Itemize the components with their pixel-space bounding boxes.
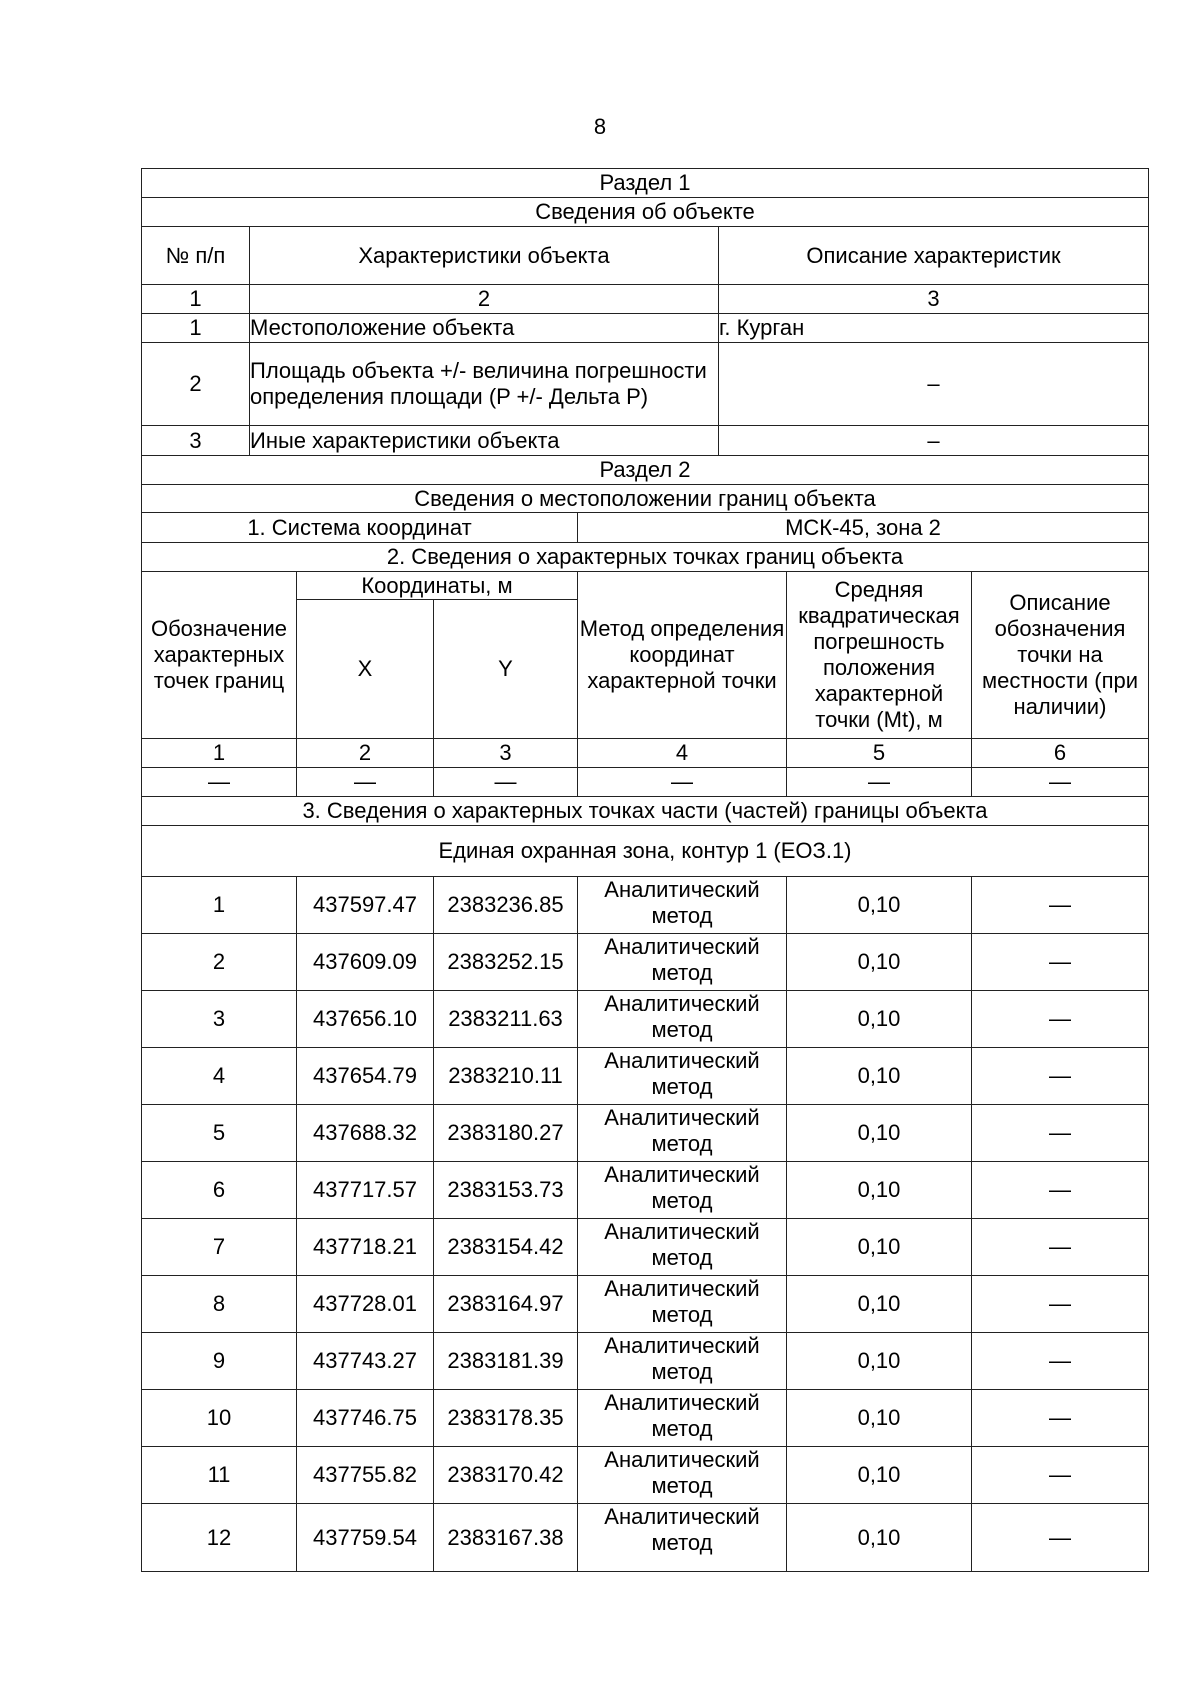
point-desc: — xyxy=(972,1105,1149,1162)
point-y: 2383170.42 xyxy=(434,1447,578,1504)
table-row xyxy=(142,934,1149,991)
point-desc: — xyxy=(972,1276,1149,1333)
header-desc: Описание обозначения точки на местности (при наличии) xyxy=(972,572,1149,739)
point-method: Аналитический метод xyxy=(578,1447,787,1504)
point-number: 1 xyxy=(142,877,297,934)
point-number: 4 xyxy=(142,1048,297,1105)
table-row xyxy=(142,1219,1149,1276)
contour-title: Единая охранная зона, контур 1 (ЕОЗ.1) xyxy=(142,826,1149,877)
point-x: 437759.54 xyxy=(297,1504,434,1572)
point-desc: — xyxy=(972,877,1149,934)
empty-cell: — xyxy=(297,768,434,797)
table-row xyxy=(142,877,1149,934)
point-mt: 0,10 xyxy=(787,934,972,991)
table-row xyxy=(142,1333,1149,1390)
point-number: 9 xyxy=(142,1333,297,1390)
table-row xyxy=(142,991,1149,1048)
point-desc: — xyxy=(972,1504,1149,1572)
point-method: Аналитический метод xyxy=(578,934,787,991)
header-description: Описание характеристик xyxy=(719,227,1149,285)
point-x: 437597.47 xyxy=(297,877,434,934)
point-number: 7 xyxy=(142,1219,297,1276)
point-y: 2383164.97 xyxy=(434,1276,578,1333)
col-number: 2 xyxy=(250,285,719,314)
point-x: 437718.21 xyxy=(297,1219,434,1276)
point-y: 2383252.15 xyxy=(434,934,578,991)
coord-system-value: МСК-45, зона 2 xyxy=(578,513,1149,543)
col-number: 4 xyxy=(578,739,787,768)
col-number: 3 xyxy=(719,285,1149,314)
point-mt: 0,10 xyxy=(787,1162,972,1219)
row-number: 1 xyxy=(142,314,250,343)
section2-title: Раздел 2 xyxy=(142,456,1149,485)
header-mt: Средняя квадратическая погрешность положения характерной точки (Mt), м xyxy=(787,572,972,739)
point-number: 10 xyxy=(142,1390,297,1447)
header-number: № п/п xyxy=(142,227,250,285)
point-mt: 0,10 xyxy=(787,1048,972,1105)
point-mt: 0,10 xyxy=(787,991,972,1048)
point-y: 2383154.42 xyxy=(434,1219,578,1276)
point-desc: — xyxy=(972,1390,1149,1447)
header-method: Метод определения координат характерной точки xyxy=(578,572,787,739)
point-number: 8 xyxy=(142,1276,297,1333)
point-method: Аналитический метод xyxy=(578,1162,787,1219)
point-method: Аналитический метод xyxy=(578,1105,787,1162)
point-mt: 0,10 xyxy=(787,1105,972,1162)
point-desc: — xyxy=(972,1447,1149,1504)
empty-cell: — xyxy=(142,768,297,797)
col-number: 1 xyxy=(142,285,250,314)
point-desc: — xyxy=(972,1333,1149,1390)
point-mt: 0,10 xyxy=(787,1447,972,1504)
point-y: 2383236.85 xyxy=(434,877,578,934)
point-x: 437609.09 xyxy=(297,934,434,991)
point-y: 2383181.39 xyxy=(434,1333,578,1390)
point-method: Аналитический метод xyxy=(578,1504,787,1572)
point-number: 5 xyxy=(142,1105,297,1162)
point-mt: 0,10 xyxy=(787,1390,972,1447)
header-point: Обозначение характерных точек границ xyxy=(142,572,297,739)
point-x: 437728.01 xyxy=(297,1276,434,1333)
empty-cell: — xyxy=(972,768,1149,797)
section1-table xyxy=(141,168,1149,456)
section1-subtitle: Сведения об объекте xyxy=(142,198,1149,227)
characteristic-value: г. Курган xyxy=(719,314,1149,343)
empty-cell: — xyxy=(578,768,787,797)
row-number: 3 xyxy=(142,426,250,456)
header-y: Y xyxy=(434,600,578,739)
page-number: 8 xyxy=(593,114,607,139)
section1-title: Раздел 1 xyxy=(142,169,1149,198)
point-y: 2383210.11 xyxy=(434,1048,578,1105)
point-y: 2383153.73 xyxy=(434,1162,578,1219)
col-number: 5 xyxy=(787,739,972,768)
point-x: 437656.10 xyxy=(297,991,434,1048)
table-row xyxy=(142,1105,1149,1162)
point-x: 437743.27 xyxy=(297,1333,434,1390)
table-row xyxy=(142,1048,1149,1105)
point-number: 6 xyxy=(142,1162,297,1219)
point-desc: — xyxy=(972,1219,1149,1276)
point-desc: — xyxy=(972,1162,1149,1219)
characteristic-name: Площадь объекта +/- величина погрешности определения площади (P +/- Дельта P) xyxy=(250,343,719,426)
point-number: 11 xyxy=(142,1447,297,1504)
section2-table xyxy=(141,455,1149,1572)
col-number: 6 xyxy=(972,739,1149,768)
point-method: Аналитический метод xyxy=(578,1219,787,1276)
col-number: 3 xyxy=(434,739,578,768)
point-method: Аналитический метод xyxy=(578,1390,787,1447)
point-mt: 0,10 xyxy=(787,1276,972,1333)
col-number: 2 xyxy=(297,739,434,768)
point-x: 437717.57 xyxy=(297,1162,434,1219)
point-x: 437755.82 xyxy=(297,1447,434,1504)
point-x: 437688.32 xyxy=(297,1105,434,1162)
point-desc: — xyxy=(972,1048,1149,1105)
point-method: Аналитический метод xyxy=(578,877,787,934)
point-method: Аналитический метод xyxy=(578,1333,787,1390)
header-x: X xyxy=(297,600,434,739)
table-row xyxy=(142,1504,1149,1572)
point-mt: 0,10 xyxy=(787,877,972,934)
point-number: 2 xyxy=(142,934,297,991)
point-y: 2383180.27 xyxy=(434,1105,578,1162)
point-y: 2383211.63 xyxy=(434,991,578,1048)
characteristic-value: – xyxy=(719,343,1149,426)
empty-cell: — xyxy=(787,768,972,797)
empty-cell: — xyxy=(434,768,578,797)
point-number: 12 xyxy=(142,1504,297,1572)
section2-subtitle: Сведения о местоположении границ объекта xyxy=(142,485,1149,513)
table-row xyxy=(142,1390,1149,1447)
coord-system-label: 1. Система координат xyxy=(142,513,578,543)
points-title: 2. Сведения о характерных точках границ объекта xyxy=(142,543,1149,572)
table-row xyxy=(142,1162,1149,1219)
header-characteristics: Характеристики объекта xyxy=(250,227,719,285)
col-number: 1 xyxy=(142,739,297,768)
table-row xyxy=(142,1447,1149,1504)
point-method: Аналитический метод xyxy=(578,991,787,1048)
characteristic-name: Иные характеристики объекта xyxy=(250,426,719,456)
point-mt: 0,10 xyxy=(787,1219,972,1276)
point-mt: 0,10 xyxy=(787,1333,972,1390)
table-row xyxy=(142,1276,1149,1333)
point-number: 3 xyxy=(142,991,297,1048)
header-coords: Координаты, м xyxy=(297,572,578,600)
point-y: 2383178.35 xyxy=(434,1390,578,1447)
point-mt: 0,10 xyxy=(787,1504,972,1572)
point-method: Аналитический метод xyxy=(578,1048,787,1105)
point-x: 437654.79 xyxy=(297,1048,434,1105)
point-desc: — xyxy=(972,991,1149,1048)
parts-title: 3. Сведения о характерных точках части (частей) границы объекта xyxy=(142,797,1149,826)
row-number: 2 xyxy=(142,343,250,426)
characteristic-value: – xyxy=(719,426,1149,456)
point-method: Аналитический метод xyxy=(578,1276,787,1333)
point-x: 437746.75 xyxy=(297,1390,434,1447)
point-y: 2383167.38 xyxy=(434,1504,578,1572)
characteristic-name: Местоположение объекта xyxy=(250,314,719,343)
point-desc: — xyxy=(972,934,1149,991)
